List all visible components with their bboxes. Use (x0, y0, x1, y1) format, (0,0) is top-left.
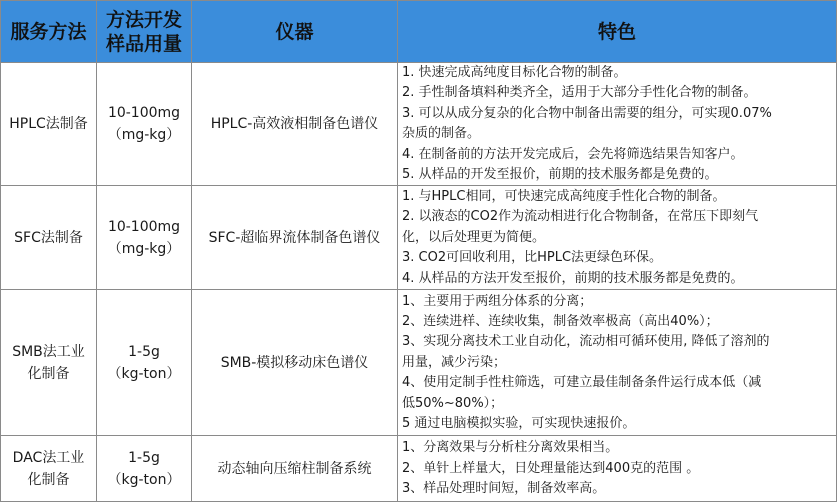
cell-method: HPLC法制备 (1, 63, 97, 186)
cell-amount: 10-100mg （mg-kg） (97, 186, 192, 290)
cell-instrument: SMB-模拟移动床色谱仪 (192, 290, 398, 436)
feature-line: 5 通过电脑模拟实验，可实现快速报价。 (402, 415, 636, 431)
feature-line: 1、分离效果与分析柱分离效果相当。 (402, 440, 619, 456)
table-row (1, 186, 837, 290)
cell-method: SFC法制备 (1, 186, 97, 290)
cell-features (398, 436, 837, 502)
feature-line: 杂质的制备。 (402, 126, 481, 142)
feature-line: 1、主要用于两组分体系的分离； (402, 293, 593, 309)
feature-line: 4、使用定制手性柱筛选，可建立最佳制备条件运行成本低（减 (402, 375, 762, 391)
feature-line: 3、样品处理时间短，制备效率高。 (402, 481, 606, 497)
table-row (1, 290, 837, 436)
cell-amount: 1-5g （kg-ton） (97, 290, 192, 436)
feature-line: 3. 可以从成分复杂的化合物中制备出需要的组分，可实现0.07% (402, 105, 772, 121)
feature-line: 用量，减少污染； (402, 354, 507, 370)
cell-features (398, 63, 837, 186)
cell-instrument: HPLC-高效液相制备色谱仪 (192, 63, 398, 186)
cell-features (398, 186, 837, 290)
feature-line: 2. 以液态的CO2作为流动相进行化合物制备，在常压下即刻气 (402, 209, 759, 225)
feature-line: 2、单针上样量大，日处理量能达到400克的范围 。 (402, 460, 700, 476)
header-features: 特色 (398, 1, 837, 63)
feature-line: 化，以后处理更为简便。 (402, 229, 546, 245)
cell-instrument: SFC-超临界流体制备色谱仪 (192, 186, 398, 290)
feature-line: 2. 手性制备填料种类齐全，适用于大部分手性化合物的制备。 (402, 85, 757, 101)
feature-line: 3、实现分离技术工业自动化，流动相可循环使用, 降低了溶剂的 (402, 334, 770, 350)
feature-line: 5. 从样品的开发至报价，前期的技术服务都是免费的。 (402, 167, 718, 183)
header-row (1, 1, 837, 63)
table-row (1, 63, 837, 186)
feature-line: 2、连续进样、连续收集，制备效率极高（高出40%）； (402, 313, 719, 329)
feature-line: 3. CO2可回收利用，比HPLC法更绿色环保。 (402, 250, 663, 266)
table-row (1, 436, 837, 502)
feature-line: 4. 从样品的方法开发至报价，前期的技术服务都是免费的。 (402, 270, 744, 286)
header-service-method: 服务方法 (1, 1, 97, 63)
header-instrument: 仪器 (192, 1, 398, 63)
header-dev-amount: 方法开发 样品用量 (97, 1, 192, 63)
feature-line: 低50%~80%）； (402, 395, 504, 411)
feature-line: 1. 快速完成高纯度目标化合物的制备。 (402, 65, 627, 80)
feature-line: 4. 在制备前的方法开发完成后，会先将筛选结果告知客户。 (402, 146, 744, 162)
cell-amount: 10-100mg （mg-kg） (97, 63, 192, 186)
cell-method: SMB法工业 化制备 (1, 290, 97, 436)
feature-line: 1. 与HPLC相同，可快速完成高纯度手性化合物的制备。 (402, 188, 726, 204)
cell-amount: 1-5g （kg-ton） (97, 436, 192, 502)
cell-instrument: 动态轴向压缩柱制备系统 (192, 436, 398, 502)
cell-method: DAC法工业 化制备 (1, 436, 97, 502)
cell-features (398, 290, 837, 436)
